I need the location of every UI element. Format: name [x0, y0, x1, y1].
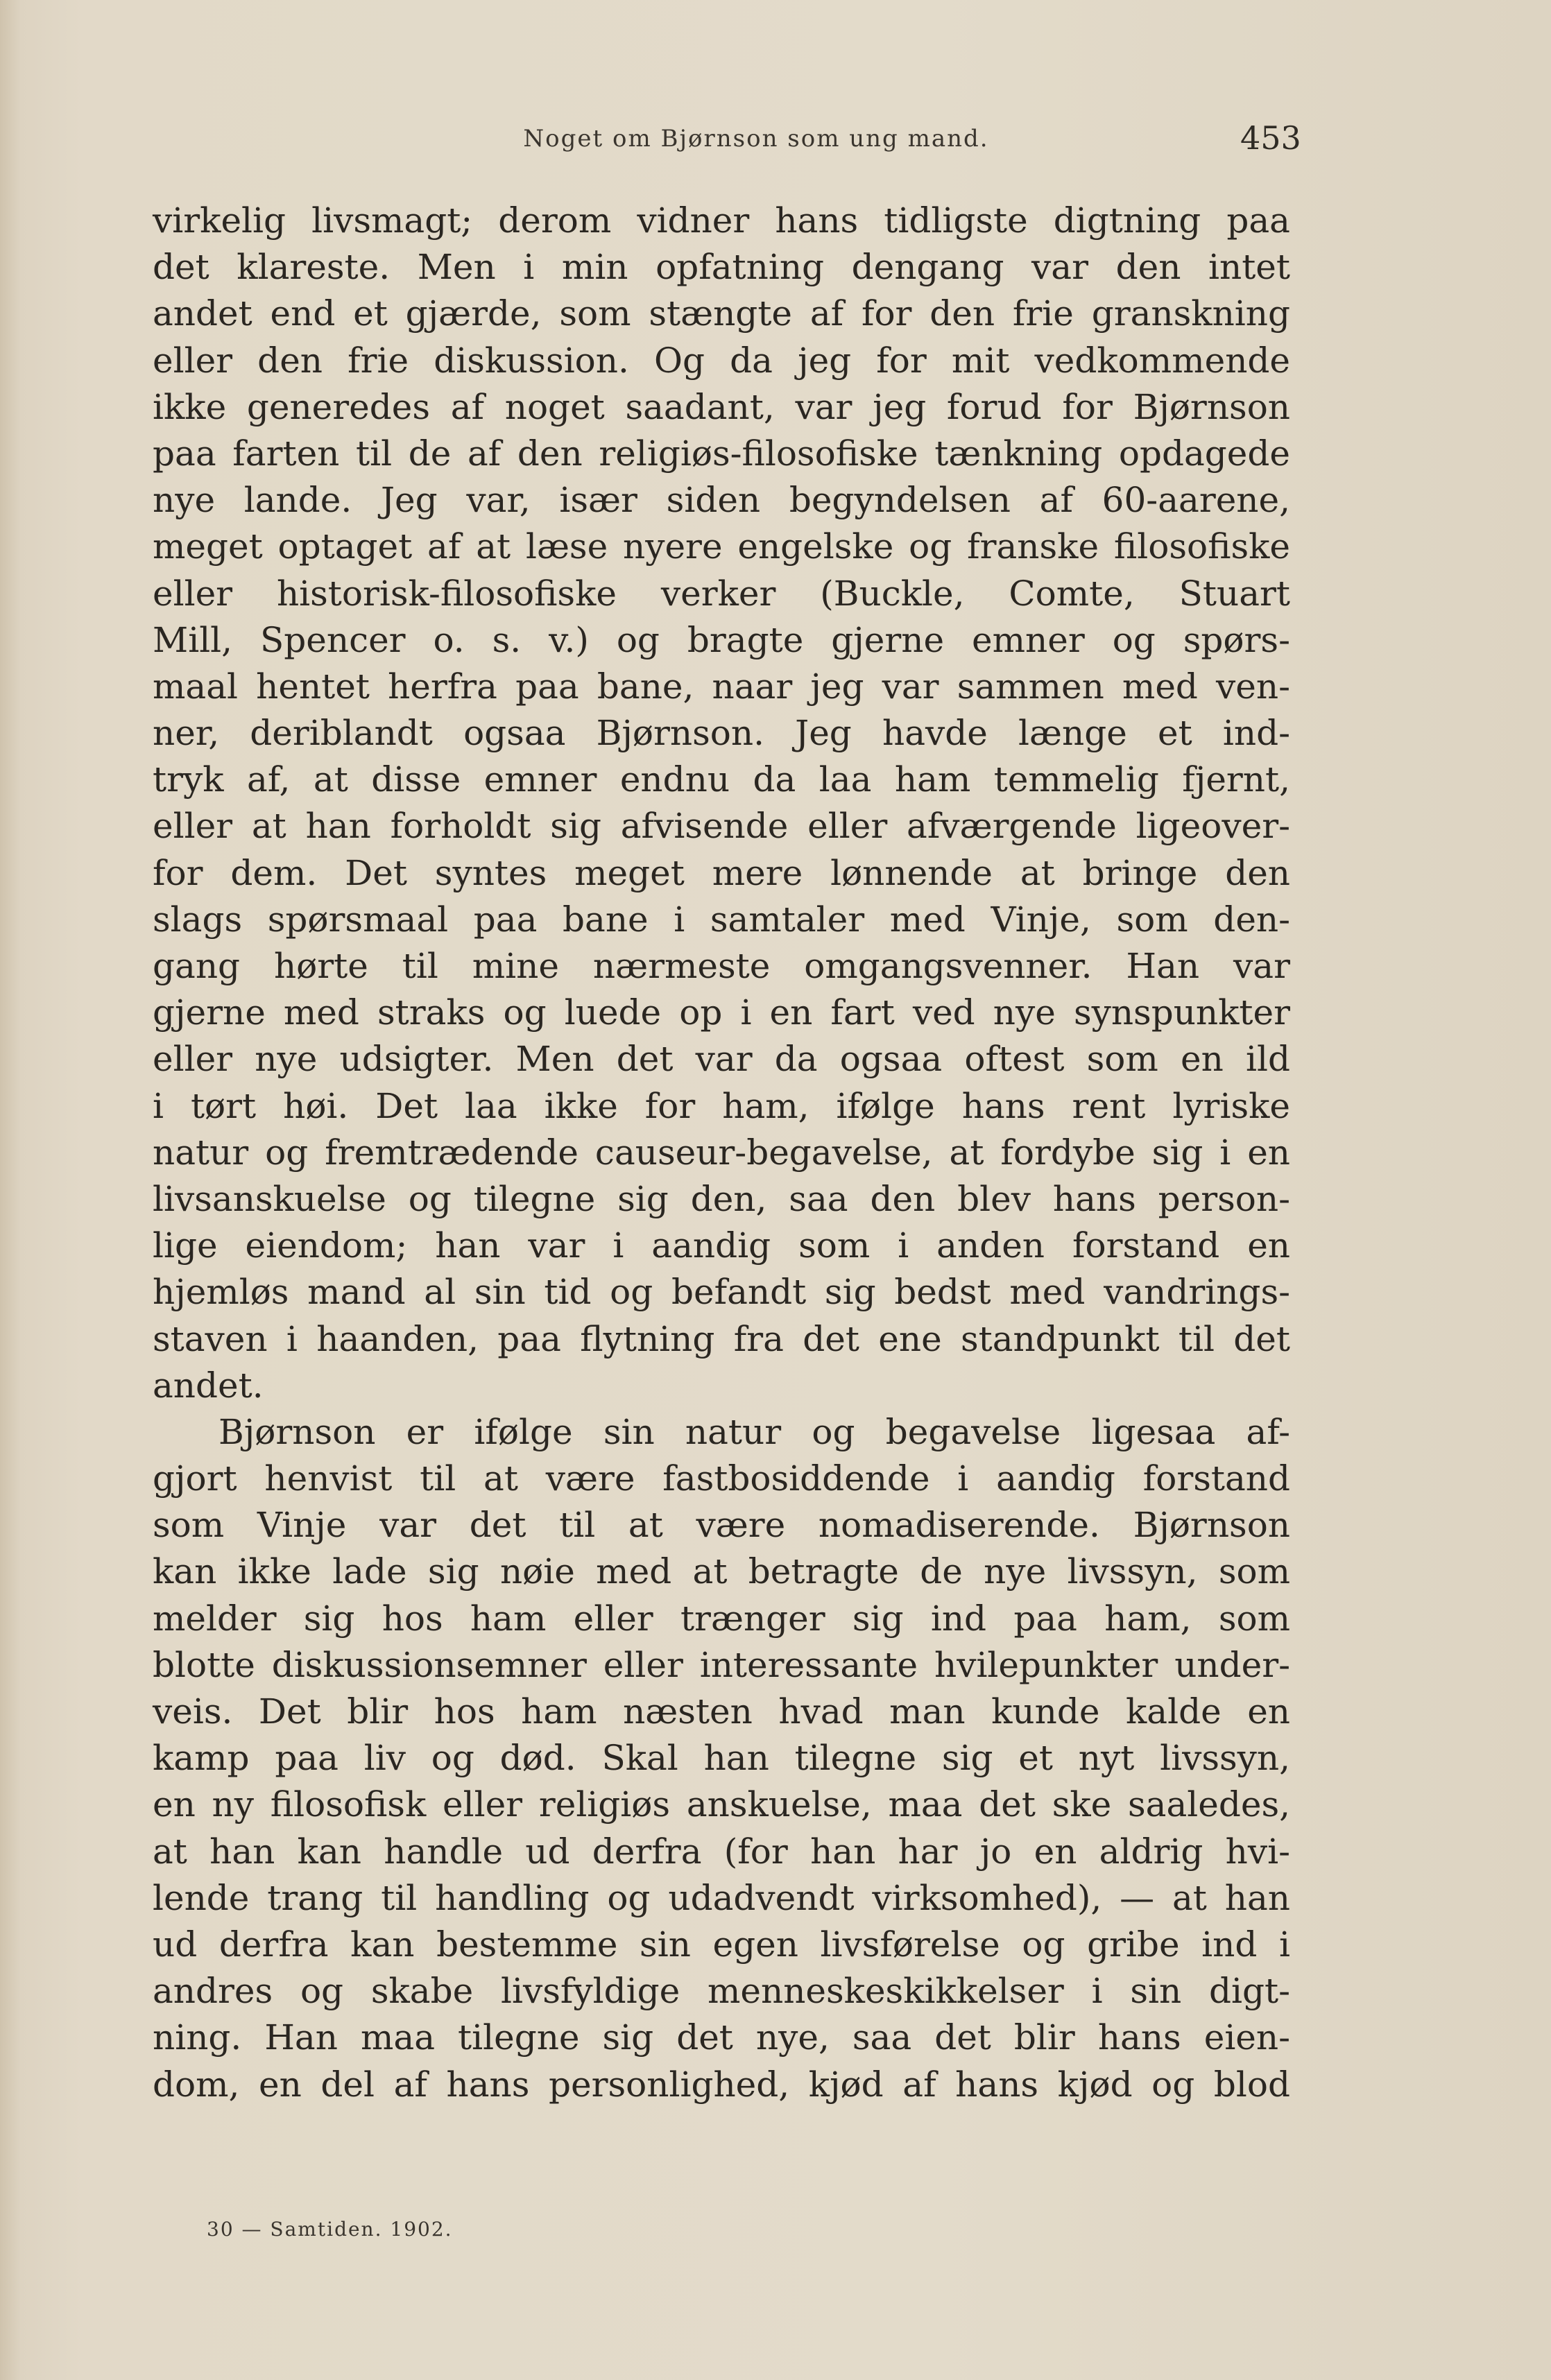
- text-line: paa farten til de af den religiøs-filosofiske tænkning opdagede: [153, 433, 1290, 474]
- text-line: dom, en del af hans personlighed, kjød af hans kjød og blod: [153, 2064, 1290, 2105]
- text-line: at han kan handle ud derfra (for han har jo en aldrig hvi-: [153, 1831, 1290, 1872]
- text-line: andet.: [153, 1365, 264, 1406]
- text-line: maal hentet herfra paa bane, naar jeg var sammen med ven-: [153, 666, 1290, 707]
- text-line: for dem. Det syntes meget mere lønnende at bringe den: [153, 852, 1290, 893]
- text-line: det klareste. Men i min opfatning dengang var den intet: [153, 247, 1290, 288]
- text-line: eller den frie diskussion. Og da jeg for mit vedkommende: [153, 340, 1290, 381]
- text-line: eller at han forholdt sig afvisende eller afværgende ligeover-: [153, 806, 1290, 847]
- body-text: [153, 198, 1290, 2108]
- text-line: ikke generedes af noget saadant, var jeg forud for Bjørnson: [153, 386, 1290, 427]
- signature-mark: 30 — Samtiden. 1902.: [207, 2218, 453, 2241]
- text-line: kan ikke lade sig nøie med at betragte de nye livssyn, som: [153, 1551, 1290, 1592]
- text-line: ud derfra kan bestemme sin egen livsførelse og gribe ind i: [153, 1924, 1290, 1965]
- text-line: som Vinje var det til at være nomadiserende. Bjørnson: [153, 1505, 1290, 1546]
- text-line: natur og fremtrædende causeur-begavelse, at fordybe sig i en: [153, 1132, 1290, 1173]
- text-line: nye lande. Jeg var, især siden begyndelsen af 60-aarene,: [153, 480, 1290, 521]
- text-line: veis. Det blir hos ham næsten hvad man kunde kalde en: [153, 1691, 1290, 1732]
- text-line: andet end et gjærde, som stængte af for den frie granskning: [153, 293, 1290, 334]
- text-line: meget optaget af at læse nyere engelske og franske filosofiske: [153, 526, 1290, 567]
- text-line: slags spørsmaal paa bane i samtaler med Vinje, som den-: [153, 899, 1290, 940]
- text-line: eller nye udsigter. Men det var da ogsaa oftest som en ild: [153, 1039, 1290, 1080]
- running-title: Noget om Bjørnson som ung mand.: [523, 125, 989, 153]
- text-line: gang hørte til mine nærmeste omgangsvenner. Han var: [153, 946, 1290, 986]
- text-line: eller historisk-filosofiske verker (Buckle, Comte, Stuart: [153, 573, 1290, 614]
- text-line: lige eiendom; han var i aandig som i anden forstand en: [153, 1225, 1290, 1266]
- text-line: livsanskuelse og tilegne sig den, saa den blev hans person-: [153, 1178, 1290, 1219]
- text-line: gjerne med straks og luede op i en fart ved nye synspunkter: [153, 992, 1290, 1033]
- text-line: staven i haanden, paa flytning fra det ene standpunkt til det: [153, 1318, 1290, 1359]
- text-line: gjort henvist til at være fastbosiddende i aandig forstand: [153, 1458, 1290, 1499]
- text-line: kamp paa liv og død. Skal han tilegne sig et nyt livssyn,: [153, 1738, 1290, 1779]
- page-number: 453: [1240, 119, 1301, 157]
- text-line: hjemløs mand al sin tid og befandt sig bedst med vandrings-: [153, 1272, 1290, 1313]
- text-line: ning. Han maa tilegne sig det nye, saa det blir hans eien-: [153, 2017, 1290, 2058]
- text-line: en ny filosofisk eller religiøs anskuelse, maa det ske saaledes,: [153, 1784, 1290, 1825]
- text-line: melder sig hos ham eller trænger sig ind paa ham, som: [153, 1598, 1290, 1639]
- text-line: lende trang til handling og udadvendt virksomhed), — at han: [153, 1877, 1290, 1918]
- text-line: virkelig livsmagt; derom vidner hans tidligste digtning paa: [153, 200, 1290, 241]
- text-line: tryk af, at disse emner endnu da laa ham temmelig fjernt,: [153, 759, 1290, 800]
- text-line: Mill, Spencer o. s. v.) og bragte gjerne emner og spørs-: [153, 619, 1290, 660]
- text-line: blotte diskussionsemner eller interessante hvilepunkter under-: [153, 1644, 1290, 1685]
- text-line: Bjørnson er ifølge sin natur og begavelse ligesaa af-: [218, 1411, 1290, 1452]
- text-line: andres og skabe livsfyldige menneskeskikkelser i sin digt-: [153, 1971, 1290, 2012]
- text-line: i tørt høi. Det laa ikke for ham, ifølge hans rent lyriske: [153, 1085, 1290, 1126]
- text-line: ner, deriblandt ogsaa Bjørnson. Jeg havde længe et ind-: [153, 713, 1290, 754]
